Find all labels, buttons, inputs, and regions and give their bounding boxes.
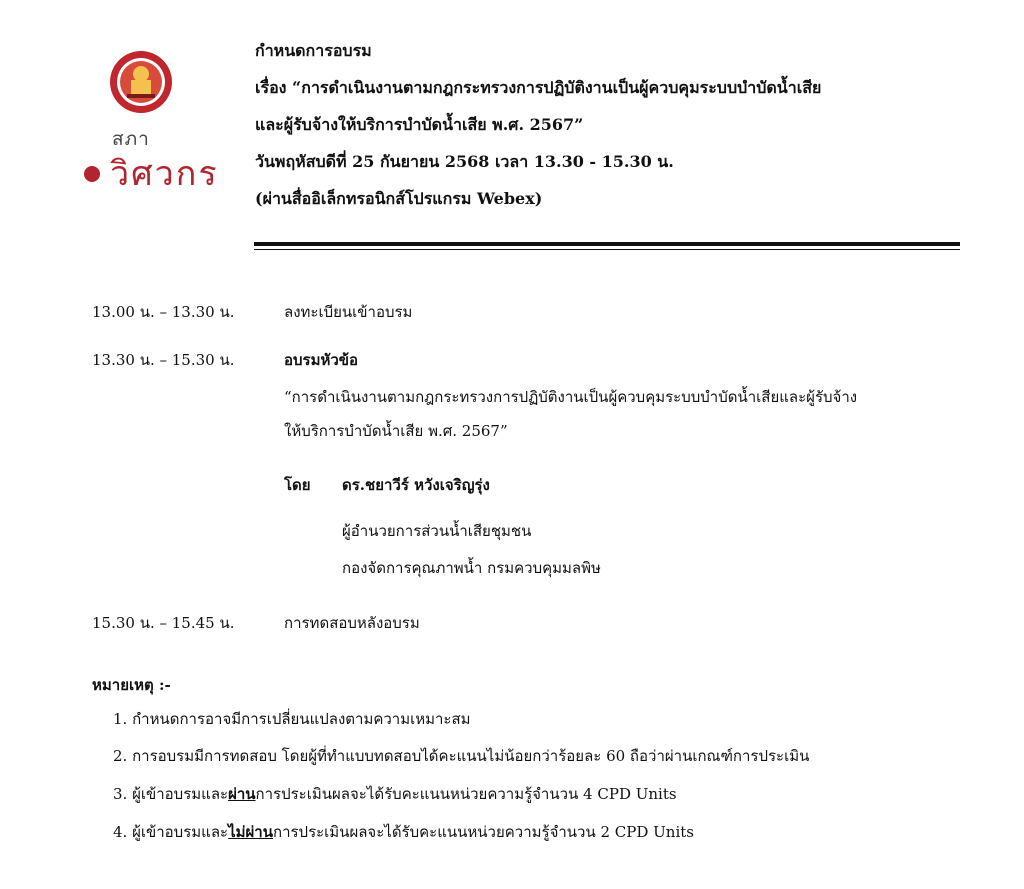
logo-text-large: วิศวกร: [110, 154, 219, 194]
schedule-time-3: 15.30 น. – 15.45 น.: [92, 614, 235, 632]
note-3-emphasis: ผ่าน: [228, 785, 256, 803]
schedule-heading-2: อบรมหัวข้อ: [284, 351, 359, 369]
header-title: กำหนดการอบรม: [255, 41, 372, 60]
header-subject-line2: และผู้รับจ้างให้บริการบำบัดน้ำเสีย พ.ศ. 2567”: [255, 115, 584, 134]
header-platform: (ผ่านสื่ออิเล็กทรอนิกส์โปรแกรม Webex): [255, 189, 543, 208]
logo-dot: [84, 166, 100, 182]
header-date: วันพฤหัสบดีที่ 25 กันยายน 2568 เวลา 13.30 - 15.30 น.: [255, 152, 674, 171]
notes-title: หมายเหตุ :-: [92, 676, 171, 694]
schedule-time-1: 13.00 น. – 13.30 น.: [92, 303, 235, 321]
logo-text-small: สภา: [112, 128, 150, 150]
by-label: โดย: [284, 476, 311, 494]
note-3-prefix: 3. ผู้เข้าอบรมและ: [113, 785, 229, 803]
topic-line-2: ให้บริการบำบัดน้ำเสีย พ.ศ. 2567”: [284, 422, 508, 440]
schedule-text-1: ลงทะเบียนเข้าอบรม: [284, 303, 413, 321]
note-4: [113, 820, 694, 844]
note-4-suffix: การประเมินผลจะได้รับคะแนนหน่วยความรู้จำนวน 2 CPD Units: [272, 823, 694, 841]
schedule-time-2: 13.30 น. – 15.30 น.: [92, 351, 235, 369]
council-of-engineers-seal-icon: [109, 50, 173, 114]
speaker-position-1: ผู้อำนวยการส่วนน้ำเสียชุมชน: [342, 522, 532, 540]
note-1: 1. กำหนดการอาจมีการเปลี่ยนแปลงตามความเหมาะสม: [113, 710, 471, 728]
note-3-suffix: การประเมินผลจะได้รับคะแนนหน่วยความรู้จำนวน 4 CPD Units: [255, 785, 677, 803]
schedule-text-3: การทดสอบหลังอบรม: [284, 614, 420, 632]
topic-line-1: “การดำเนินงานตามกฎกระทรวงการปฏิบัติงานเป็นผู้ควบคุมระบบบำบัดน้ำเสียและผู้รับจ้าง: [284, 388, 858, 406]
speaker-name: ดร.ชยาวีร์ หวังเจริญรุ่ง: [342, 476, 490, 494]
header-divider-thin: [254, 249, 960, 250]
note-2: 2. การอบรมมีการทดสอบ โดยผู้ที่ทำแบบทดสอบได้คะแนนไม่น้อยกว่าร้อยละ 60 ถือว่าผ่านเกณฑ์การประเมิน: [113, 747, 810, 765]
header-divider-thick: [254, 242, 960, 246]
note-3: [113, 782, 677, 806]
document-header: [255, 32, 975, 217]
note-4-emphasis: ไม่ผ่าน: [228, 823, 273, 841]
header-subject-line1: เรื่อง “การดำเนินงานตามกฎกระทรวงการปฏิบัติงานเป็นผู้ควบคุมระบบบำบัดน้ำเสีย: [255, 78, 822, 97]
organization-logo: [80, 42, 240, 192]
note-4-prefix: 4. ผู้เข้าอบรมและ: [113, 823, 229, 841]
speaker-position-2: กองจัดการคุณภาพน้ำ กรมควบคุมมลพิษ: [342, 559, 601, 577]
